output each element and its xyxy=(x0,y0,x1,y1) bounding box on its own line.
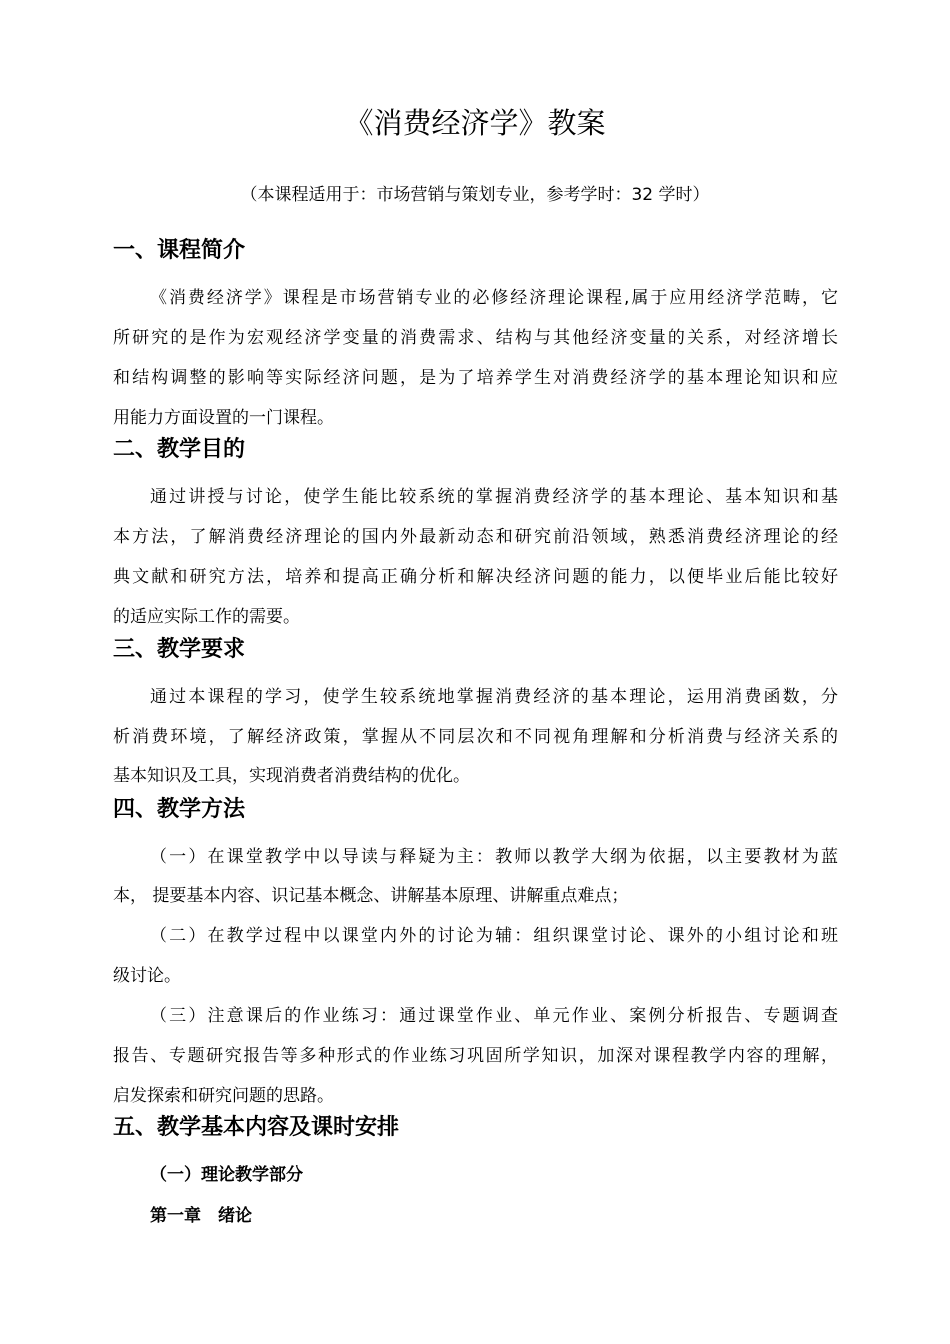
paragraph-line: 的适应实际工作的需要。 xyxy=(113,607,300,627)
paragraph-line: 启发探索和研究问题的思路。 xyxy=(113,1086,334,1106)
paragraph-line: 本， 提要基本内容、识记基本概念、讲解基本原理、讲解重点难点； xyxy=(113,886,629,906)
paragraph-line: 通过讲授与讨论，使学生能比较系统的掌握消费经济学的基本理论、基本知识和基 xyxy=(150,487,838,507)
document-subtitle: （本课程适用于：市场营销与策划专业，参考学时：32 学时） xyxy=(240,185,710,205)
subsection-heading-theory: （一）理论教学部分 xyxy=(150,1165,303,1185)
paragraph-line: 典文献和研究方法，培养和提高正确分析和解决经济问题的能力，以便毕业后能比较好 xyxy=(113,567,838,587)
document-title: 《消费经济学》教案 xyxy=(344,106,606,140)
paragraph-line: （二）在教学过程中以课堂内外的讨论为辅：组织课堂讨论、课外的小组讨论和班 xyxy=(150,926,838,946)
paragraph-line: 和结构调整的影响等实际经济问题，是为了培养学生对消费经济学的基本理论知识和应 xyxy=(113,368,838,388)
paragraph-line: 析消费环境，了解经济政策，掌握从不同层次和不同视角理解和分析消费与经济关系的 xyxy=(113,727,838,747)
paragraph-line: （一）在课堂教学中以导读与释疑为主：教师以教学大纲为依据，以主要教材为蓝 xyxy=(150,847,838,867)
section-heading-requirements: 三、教学要求 xyxy=(113,637,246,662)
paragraph-line: 基本知识及工具，实现消费者消费结构的优化。 xyxy=(113,766,470,786)
paragraph-line: 报告、专题研究报告等多种形式的作业练习巩固所学知识，加深对课程教学内容的理解， xyxy=(113,1046,838,1066)
section-heading-objectives: 二、教学目的 xyxy=(113,437,246,462)
paragraph-line: 《消费经济学》课程是市场营销专业的必修经济理论课程,属于应用经济学范畴，它 xyxy=(150,288,838,308)
paragraph-line: 用能力方面设置的一门课程。 xyxy=(113,408,334,428)
paragraph-line: 所研究的是作为宏观经济学变量的消费需求、结构与其他经济变量的关系，对经济增长 xyxy=(113,328,838,348)
section-heading-methods: 四、教学方法 xyxy=(113,797,246,822)
chapter-heading: 第一章 绪论 xyxy=(150,1206,252,1226)
section-heading-content-schedule: 五、教学基本内容及课时安排 xyxy=(113,1115,400,1140)
section-heading-intro: 一、课程简介 xyxy=(113,238,246,263)
paragraph-line: 通过本课程的学习，使学生较系统地掌握消费经济的基本理论，运用消费函数，分 xyxy=(150,687,838,707)
paragraph-line: （三）注意课后的作业练习：通过课堂作业、单元作业、案例分析报告、专题调查 xyxy=(150,1006,838,1026)
paragraph-line: 本方法，了解消费经济理论的国内外最新动态和研究前沿领域，熟悉消费经济理论的经 xyxy=(113,527,838,547)
paragraph-line: 级讨论。 xyxy=(113,966,181,986)
